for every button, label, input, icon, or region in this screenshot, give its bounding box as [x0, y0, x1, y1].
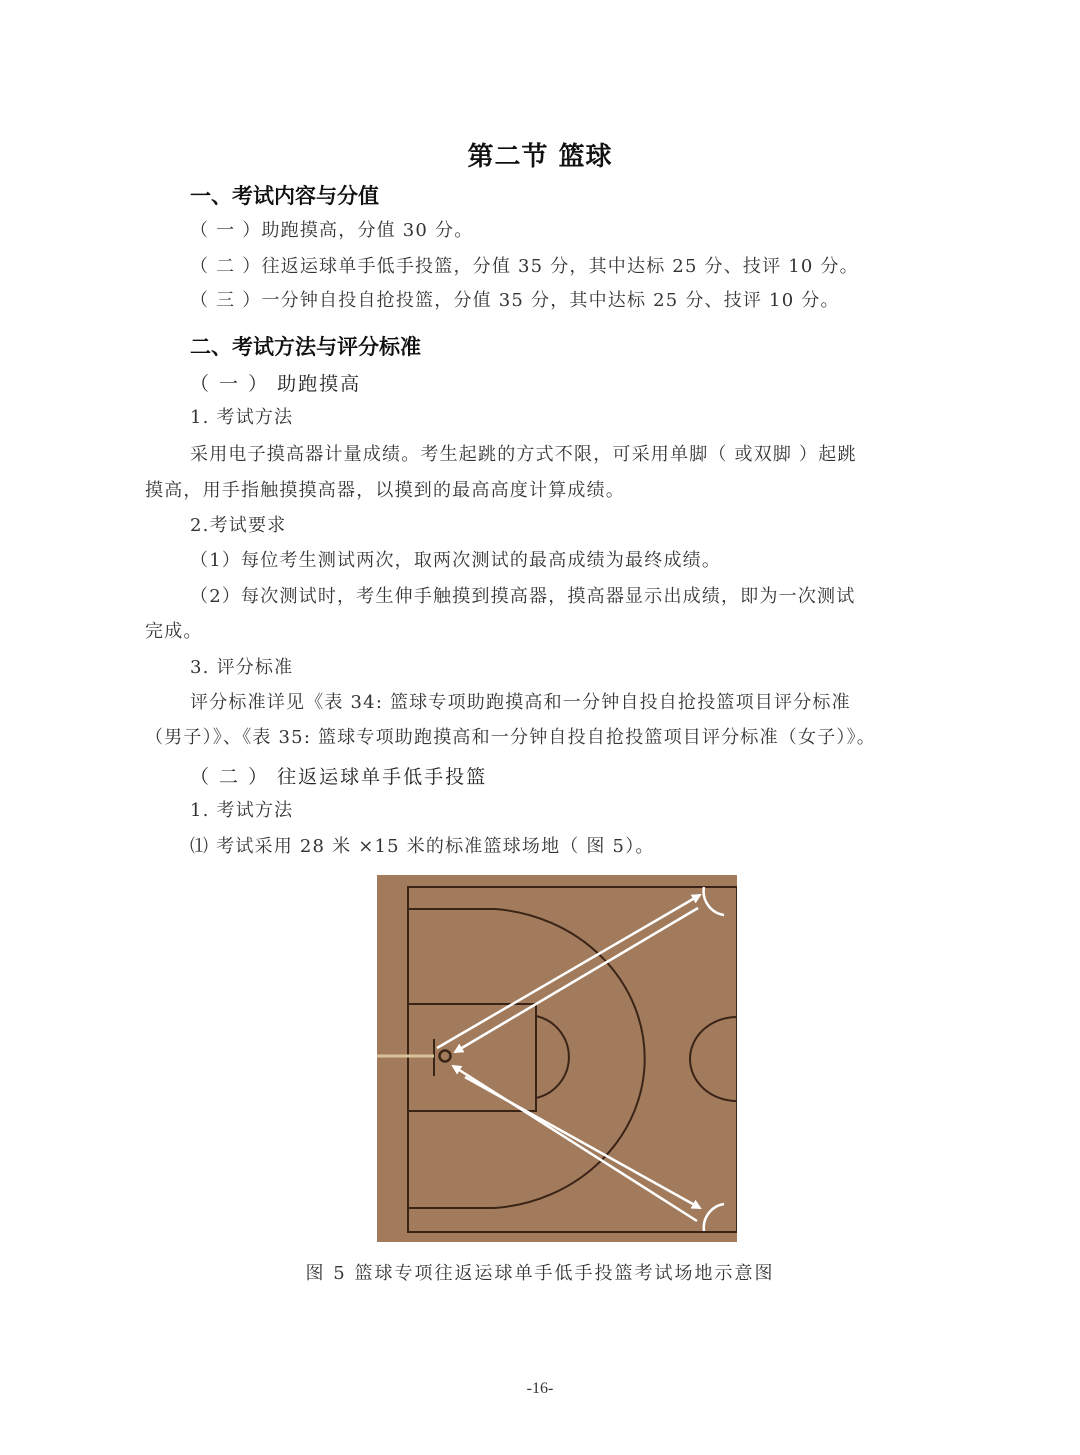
sub1-requirement-2-line2: 完成。: [145, 621, 203, 642]
sub1-requirement-1: （1）每位考生测试两次，取两次测试的最高成绩为最终成绩。: [190, 550, 722, 571]
sub1-heading: （ 一 ） 助跑摸高: [190, 373, 362, 395]
court-diagram: [377, 875, 737, 1242]
sub1-requirements-heading: 2.考试要求: [190, 515, 287, 536]
sub1-requirement-2-line1: （2）每次测试时，考生伸手触摸到摸高器，摸高器显示出成绩，即为一次测试: [190, 586, 856, 607]
figure-caption: 图 5 篮球专项往返运球单手低手投篮考试场地示意图: [305, 1263, 775, 1284]
part1-item-2: （ 二 ）往返运球单手低手投篮，分值 35 分，其中达标 25 分、技评 10 分。: [190, 256, 859, 277]
sub1-method-text-line1: 采用电子摸高器计量成绩。考生起跳的方式不限，可采用单脚（ 或双脚 ）起跳: [190, 444, 857, 465]
basketball-court-figure: [377, 875, 737, 1242]
part1-item-3: （ 三 ）一分钟自投自抢投篮，分值 35 分，其中达标 25 分、技评 10 分。: [190, 290, 840, 311]
sub2-method-heading: 1. 考试方法: [190, 800, 294, 821]
part1-item-1: （ 一 ）助跑摸高，分值 30 分。: [190, 220, 474, 241]
sub1-scoring-heading: 3. 评分标准: [190, 657, 294, 678]
sub2-method-item-1: ⑴ 考试采用 28 米 ×15 米的标准篮球场地（ 图 5）。: [190, 836, 655, 857]
sub1-scoring-line1: 评分标准详见《表 34: 篮球专项助跑摸高和一分钟自投自抢投篮项目评分标准: [190, 692, 851, 713]
page-number: -16-: [526, 1380, 554, 1397]
part1-heading: 一、考试内容与分值: [190, 184, 379, 208]
court-floor: [377, 875, 737, 1242]
sub1-scoring-line2: （男子）》、《表 35: 篮球专项助跑摸高和一分钟自投自抢投篮项目评分标准（女子）》。: [145, 727, 877, 748]
sub2-heading: （ 二 ） 往返运球单手低手投篮: [190, 766, 488, 788]
sub1-method-heading: 1. 考试方法: [190, 407, 294, 428]
sub1-method-text-line2: 摸高，用手指触摸摸高器，以摸到的最高高度计算成绩。: [145, 480, 625, 501]
part2-heading: 二、考试方法与评分标准: [190, 335, 421, 359]
section-title: 第二节 篮球: [467, 142, 613, 172]
